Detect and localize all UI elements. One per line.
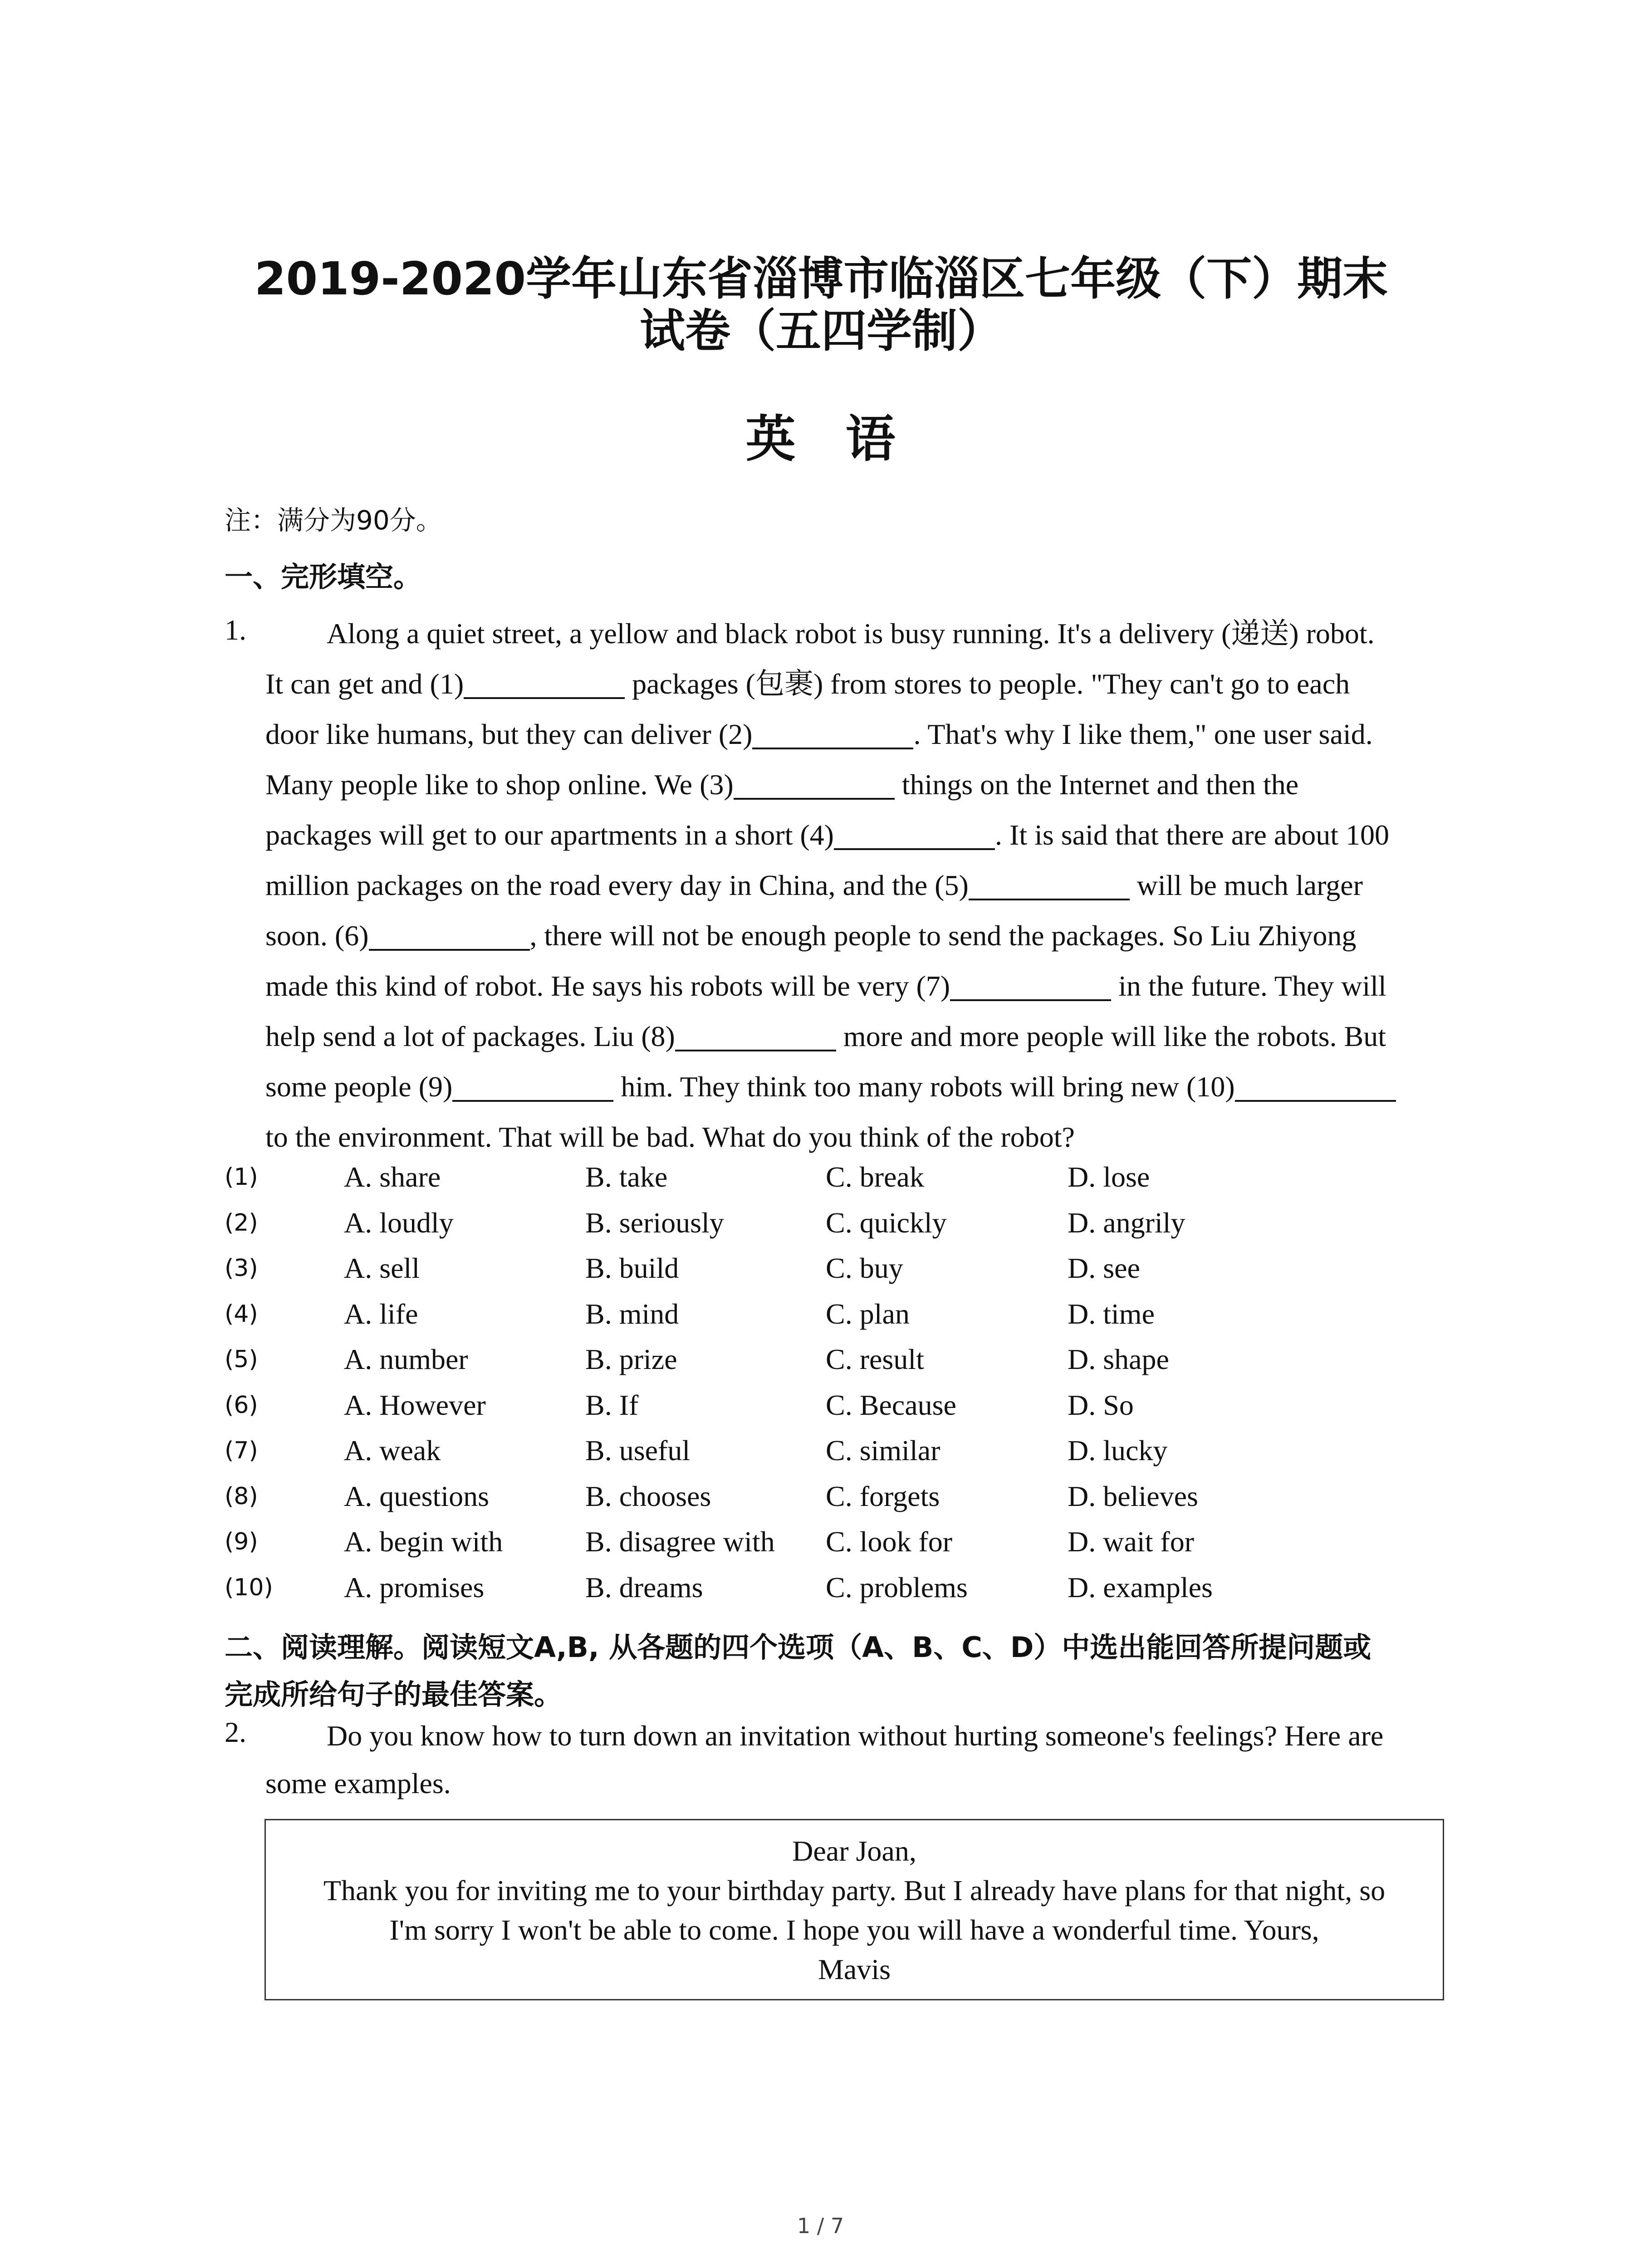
answer-blank[interactable]: [452, 1073, 613, 1102]
option-d[interactable]: D. believes: [1068, 1480, 1198, 1512]
section-heading-cloze: 一、完形填空。: [225, 560, 422, 593]
letter-greeting: Dear Joan,: [792, 1835, 916, 1867]
passage-line: made this kind of robot. He says his robots will be very (7) in the future. They will: [265, 970, 1386, 1002]
option-b[interactable]: B. dreams: [585, 1571, 703, 1603]
letter-body-line: Thank you for inviting me to your birthday party. But I already have plans for that night, so: [323, 1874, 1386, 1906]
option-d[interactable]: D. wait for: [1068, 1525, 1195, 1558]
score-note: 注：满分为90分。: [225, 505, 442, 536]
section-heading-line: 二、阅读理解。阅读短文A,B, 从各题的四个选项（A、B、C、D）中选出能回答所提问题或: [225, 1631, 1372, 1664]
subject-title: 英语: [745, 410, 945, 468]
option-d[interactable]: D. lucky: [1068, 1434, 1168, 1466]
passage-line: Along a quiet street, a yellow and black robot is busy running. It's a delivery (递送) robot.: [327, 617, 1375, 650]
option-number: (6): [225, 1391, 258, 1419]
exam-title-line2: 试卷（五四学制）: [640, 304, 1003, 357]
passage-line: Do you know how to turn down an invitation without hurting someone's feelings? Here are: [327, 1720, 1384, 1752]
answer-blank[interactable]: [464, 670, 625, 699]
passage-line: It can get and (1) packages (包裹) from stores to people. "They can't go to each: [265, 668, 1350, 700]
option-b[interactable]: B. seriously: [585, 1206, 724, 1239]
option-b[interactable]: B. prize: [585, 1343, 677, 1375]
option-a[interactable]: A. life: [344, 1297, 418, 1330]
option-c[interactable]: C. Because: [826, 1388, 956, 1421]
question-number: 1.: [225, 614, 246, 646]
passage-line: door like humans, but they can deliver (2) . That's why I like them," one user said.: [265, 718, 1373, 750]
section-heading-line: 完成所给句子的最佳答案。: [225, 1678, 563, 1711]
answer-blank[interactable]: [950, 972, 1111, 1001]
option-c[interactable]: C. forgets: [826, 1480, 940, 1512]
reading-intro: [265, 1711, 1445, 1806]
option-b[interactable]: B. build: [585, 1252, 679, 1284]
option-number: (7): [225, 1437, 258, 1464]
answer-blank[interactable]: [675, 1022, 836, 1051]
option-a[interactable]: A. However: [344, 1388, 486, 1421]
passage-line: help send a lot of packages. Liu (8) more and more people will like the robots. But: [265, 1020, 1386, 1052]
option-number: (5): [225, 1346, 258, 1373]
letter-box: [265, 1819, 1444, 2000]
option-a[interactable]: A. weak: [344, 1434, 441, 1466]
option-d[interactable]: D. see: [1068, 1252, 1140, 1284]
option-a[interactable]: A. loudly: [344, 1206, 454, 1239]
option-number: (3): [225, 1255, 258, 1282]
option-c[interactable]: C. break: [826, 1161, 924, 1193]
page-number: 1 / 7: [797, 2214, 844, 2238]
option-a[interactable]: A. promises: [344, 1571, 485, 1603]
option-number: (8): [225, 1482, 258, 1510]
option-number: (4): [225, 1300, 258, 1328]
option-b[interactable]: B. take: [585, 1161, 668, 1193]
option-b[interactable]: B. disagree with: [585, 1525, 775, 1558]
option-c[interactable]: C. problems: [826, 1571, 968, 1603]
option-a[interactable]: A. share: [344, 1161, 441, 1193]
answer-blank[interactable]: [369, 922, 530, 951]
option-b[interactable]: B. chooses: [585, 1480, 711, 1512]
answer-blank[interactable]: [969, 871, 1130, 900]
option-number: (1): [225, 1163, 258, 1191]
option-d[interactable]: D. examples: [1068, 1571, 1213, 1603]
option-d[interactable]: D. lose: [1068, 1161, 1150, 1193]
option-c[interactable]: C. look for: [826, 1525, 953, 1558]
answer-blank[interactable]: [734, 771, 895, 800]
option-c[interactable]: C. quickly: [826, 1206, 947, 1239]
passage-line: packages will get to our apartments in a short (4) . It is said that there are about 100: [265, 819, 1390, 851]
option-d[interactable]: D. angrily: [1068, 1206, 1185, 1239]
option-d[interactable]: D. time: [1068, 1297, 1155, 1330]
option-c[interactable]: C. similar: [826, 1434, 941, 1466]
option-number: (9): [225, 1528, 258, 1555]
answer-blank[interactable]: [752, 720, 913, 749]
answer-blank[interactable]: [834, 821, 995, 850]
cloze-passage: [265, 608, 1445, 1157]
section-heading-reading: [225, 1624, 1450, 1718]
passage-line: to the environment. That will be bad. What do you think of the robot?: [265, 1121, 1075, 1153]
passage-line: Many people like to shop online. We (3) things on the Internet and then the: [265, 768, 1299, 801]
option-a[interactable]: A. sell: [344, 1252, 420, 1284]
option-a[interactable]: A. number: [344, 1343, 468, 1375]
option-a[interactable]: A. begin with: [344, 1525, 503, 1558]
question-number: 2.: [225, 1716, 246, 1748]
option-a[interactable]: A. questions: [344, 1480, 489, 1512]
letter-signature: Mavis: [818, 1953, 891, 1985]
option-number: (10): [225, 1574, 273, 1601]
letter-body-line: I'm sorry I won't be able to come. I hope you will have a wonderful time. Yours,: [389, 1914, 1319, 1946]
option-c[interactable]: C. plan: [826, 1297, 910, 1330]
option-b[interactable]: B. mind: [585, 1297, 679, 1330]
option-b[interactable]: B. If: [585, 1388, 639, 1421]
passage-line: soon. (6) , there will not be enough people to send the packages. So Liu Zhiyong: [265, 919, 1357, 952]
exam-title-line1: 2019-2020学年山东省淄博市临淄区七年级（下）期末: [254, 252, 1388, 305]
passage-line: some people (9) him. They think too many robots will bring new (10): [265, 1061, 1445, 1112]
passage-line: million packages on the road every day in China, and the (5) will be much larger: [265, 869, 1363, 901]
option-b[interactable]: B. useful: [585, 1434, 691, 1466]
option-c[interactable]: C. buy: [826, 1252, 903, 1284]
option-d[interactable]: D. shape: [1068, 1343, 1169, 1375]
option-number: (2): [225, 1209, 258, 1237]
option-c[interactable]: C. result: [826, 1343, 924, 1375]
option-d[interactable]: D. So: [1068, 1388, 1134, 1421]
answer-blank[interactable]: [1235, 1073, 1396, 1102]
passage-line: some examples.: [265, 1767, 451, 1799]
